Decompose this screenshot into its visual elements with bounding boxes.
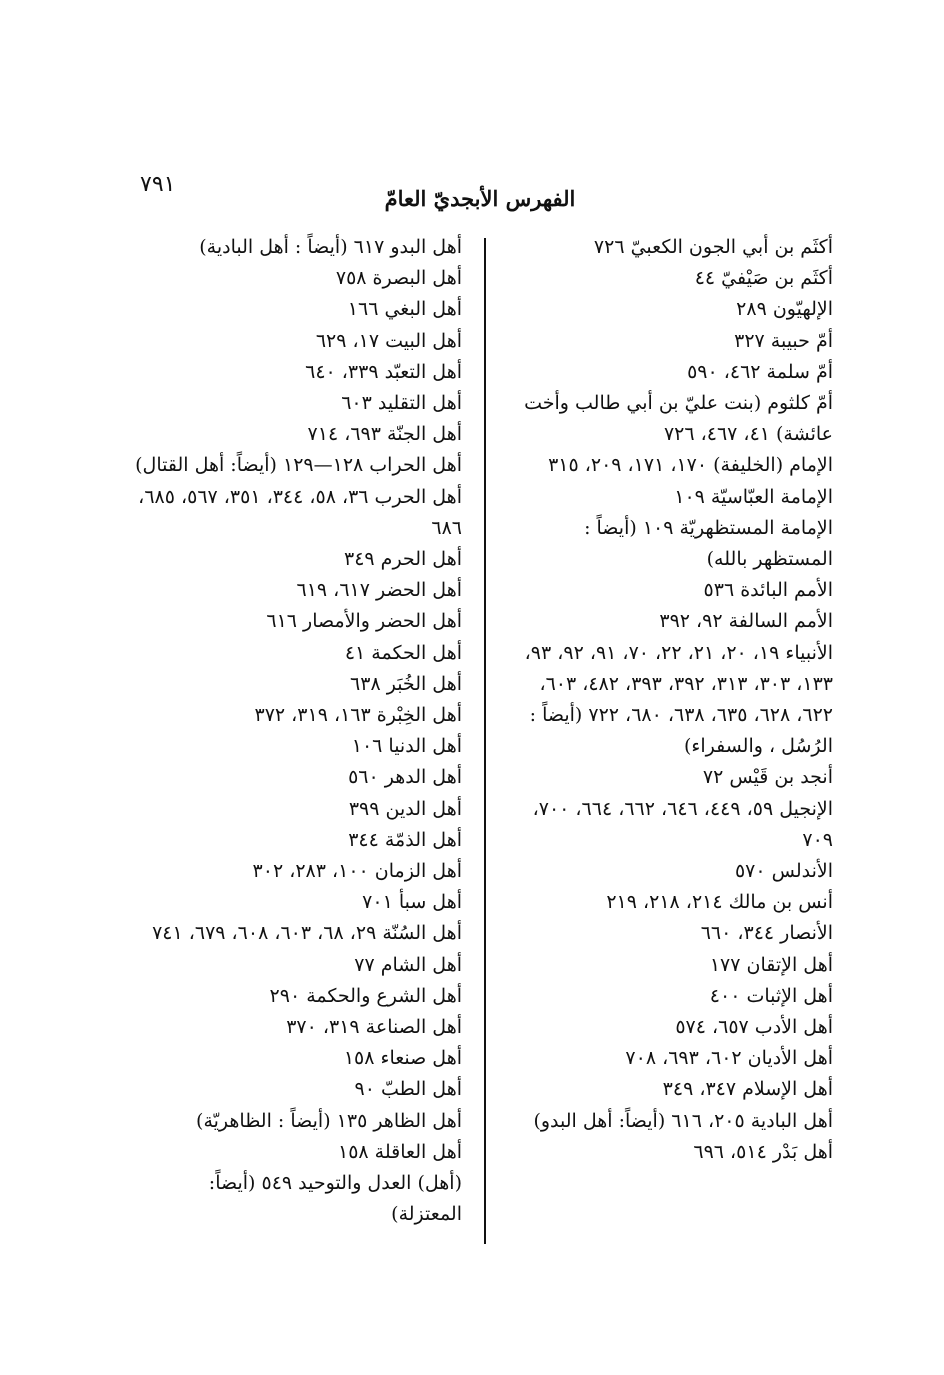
index-entry: الأنبياء ١٩، ٢٠، ٢١، ٢٢، ٧٠، ٩١، ٩٢، ٩٣، ١٣٣، ٣٠٣، ٣١٣، ٣٩٢، ٣٩٣، ٤٨٢، ٦٠٣، ٦٢٢، ٦٢٨، ٦٣٥، ٦٣٨، ٦٨٠، ٧٢٢ (أيضاً : الرُسُل ، والسفراء) — [524, 641, 833, 758]
index-entry: أهل الدهر ٥٦٠ — [348, 766, 462, 789]
index-entry: أهل الإتقان ١٧٧ — [709, 953, 833, 976]
index-entry: أهل بَدْر ٥١٤، ٦٩٦ — [693, 1140, 833, 1163]
index-entry: أهل الشام ٧٧ — [354, 953, 462, 976]
column-divider — [484, 238, 486, 1244]
index-entry: أهل الحرم ٣٤٩ — [344, 548, 462, 571]
index-entry: أهل البيت ١٧، ٦٢٩ — [315, 329, 462, 352]
index-entry: أهل العاقلة ١٥٨ — [338, 1140, 462, 1163]
index-entry: الإنجيل ٥٩، ٤٤٩، ٦٤٦، ٦٦٢، ٦٦٤، ٧٠٠، ٧٠٩ — [532, 797, 833, 851]
index-entry: أهل الصناعة ٣١٩، ٣٧٠ — [286, 1016, 462, 1039]
index-entry: أكثَم بن صَيْفيّ ٤٤ — [694, 267, 833, 290]
index-entry: أهل التقليد ٦٠٣ — [341, 392, 462, 415]
index-entry: أهل الدين ٣٩٩ — [348, 797, 462, 820]
index-entry: الأنصار ٣٤٤، ٦٦٠ — [700, 922, 833, 945]
index-entry: أمّ حبيبة ٣٢٧ — [734, 329, 833, 352]
page-number: ٧٩١ — [140, 172, 176, 197]
index-entry: أمّ سلمة ٤٦٢، ٥٩٠ — [687, 360, 833, 383]
index-entry: أهل الحضر ٦١٧، ٦١٩ — [296, 579, 462, 602]
index-entry: أهل الخِبْرة ١٦٣، ٣١٩، ٣٧٢ — [254, 704, 462, 727]
index-entry: أنس بن مالك ٢١٤، ٢١٨، ٢١٩ — [606, 891, 833, 914]
index-entry: أهل الحرب ٣٦، ٥٨، ٣٤٤، ٣٥١، ٥٦٧، ٦٨٥، ٦٨٦ — [138, 485, 462, 539]
index-entry: الأمم البائدة ٥٣٦ — [703, 579, 833, 602]
index-entry: أهل البصرة ٧٥٨ — [335, 267, 462, 290]
index-entry: أكثَم بن أبي الجون الكعبيّ ٧٢٦ — [593, 236, 833, 258]
index-entry: أهل سبأ ٧٠١ — [362, 891, 462, 914]
index-entry: أهل صنعاء ١٥٨ — [343, 1047, 462, 1070]
index-entry: أهل الجنّة ٦٩٣، ٧١٤ — [307, 423, 462, 446]
index-entry: أهل الحراب ١٢٨—١٢٩ (أيضاً: أهل القتال) — [135, 454, 462, 477]
index-column-left — [132, 232, 462, 1231]
index-entry: أهل السُنّة ٢٩، ٦٨، ٦٠٣، ٦٠٨، ٦٧٩، ٧٤١ — [152, 922, 462, 945]
index-entry: أهل الأديان ٦٠٢، ٦٩٣، ٧٠٨ — [625, 1047, 833, 1070]
index-entry: الأمم السالفة ٩٢، ٣٩٢ — [659, 610, 833, 633]
page-header: الفهرس الأبجديّ العامّ — [384, 186, 576, 211]
index-entry: أنجد بن قَيْس ٧٢ — [702, 766, 833, 789]
index-column-right — [503, 232, 833, 1168]
index-entry: الإمام (الخليفة) ١٧٠، ١٧١، ٢٠٩، ٣١٥ — [548, 454, 833, 477]
index-entry: أهل الشرع والحكمة ٢٩٠ — [269, 984, 462, 1007]
index-entry: أهل الدنيا ١٠٦ — [351, 735, 462, 758]
index-entry: أهل الحكمة ٤١ — [344, 641, 462, 664]
index-entry: أهل الخُبَر ٦٣٨ — [350, 672, 462, 695]
index-entry: الإمامة العبّاسيّة ١٠٩ — [674, 485, 833, 508]
index-entry: أهل البدو ٦١٧ (أيضاً : أهل البادية) — [199, 236, 462, 258]
index-entry: أهل الذمّة ٣٤٤ — [348, 828, 462, 851]
index-entry: أهل البغي ١٦٦ — [347, 298, 462, 321]
index-entry: الإمامة المستظهريّة ١٠٩ (أيضاً : المستظهر بالله) — [584, 516, 833, 571]
index-entry: أهل الإثبات ٤٠٠ — [709, 984, 833, 1007]
index-entry: أهل الظاهر ١٣٥ (أيضاً : الظاهريّة) — [196, 1109, 462, 1132]
index-entry: أهل الزمان ١٠٠، ٢٨٣، ٣٠٢ — [252, 860, 462, 883]
index-entry: الإلهيّون ٢٨٩ — [736, 298, 833, 321]
index-entry: أهل الحضر والأمصار ٦١٦ — [266, 610, 462, 633]
index-entry: أهل التعبّد ٣٣٩، ٦٤٠ — [305, 360, 462, 383]
index-entry: (أهل) العدل والتوحيد ٥٤٩ (أيضاً: المعتزلة) — [208, 1172, 462, 1226]
index-entry: أهل البادية ٢٠٥، ٦١٦ (أيضاً: أهل البدو) — [533, 1109, 833, 1132]
index-entry: أهل الأدب ٦٥٧، ٥٧٤ — [675, 1016, 833, 1039]
index-entry: أمّ كلثوم (بنت عليّ بن أبي طالب وأخت عائشة) ٤١، ٤٦٧، ٧٢٦ — [524, 392, 833, 446]
index-entry: الأندلس ٥٧٠ — [734, 860, 833, 883]
index-entry: أهل الإسلام ٣٤٧، ٣٤٩ — [662, 1078, 833, 1101]
index-entry: أهل الطبّ ٩٠ — [354, 1078, 462, 1101]
